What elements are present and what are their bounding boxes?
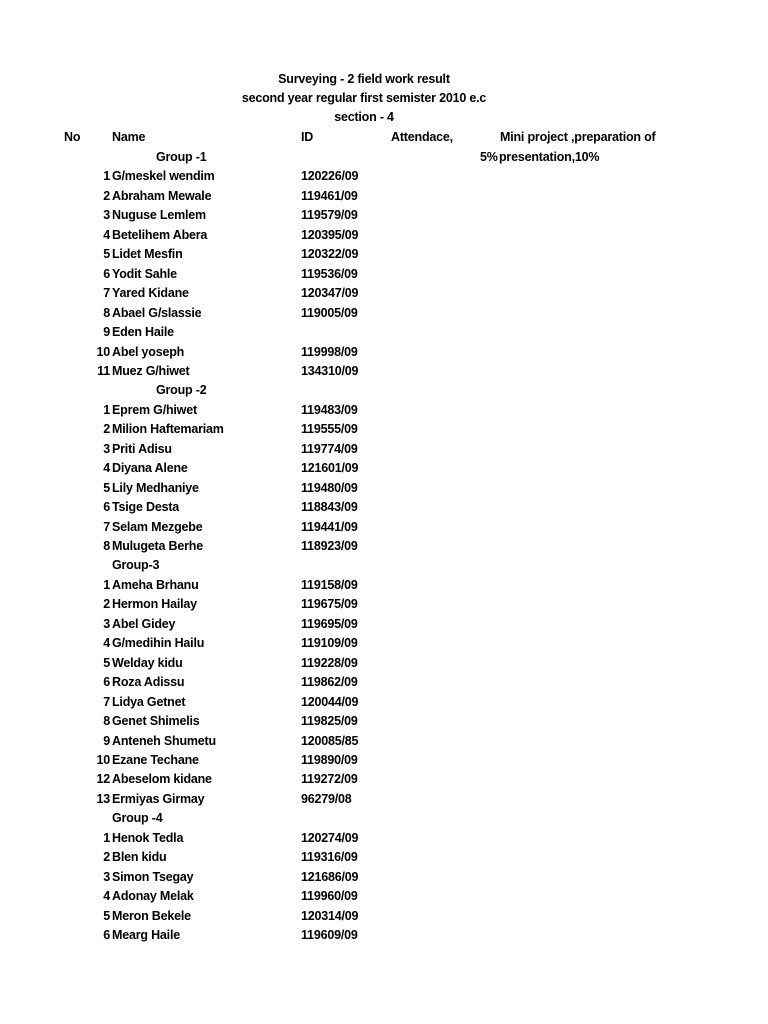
student-id: 119480/09 — [301, 480, 358, 495]
header-mini-project-pct: presentation,10% — [499, 150, 600, 164]
student-id: 119461/09 — [301, 188, 358, 203]
student-name: Welday kidu — [112, 655, 183, 670]
student-name: Abel Gidey — [112, 616, 176, 631]
student-id: 119675/09 — [301, 597, 358, 612]
row-number: 10 — [96, 752, 110, 767]
student-id: 119825/09 — [301, 714, 358, 729]
row-number: 2 — [103, 422, 110, 437]
student-name: Anteneh Shumetu — [112, 733, 216, 748]
student-name: Diyana Alene — [112, 461, 188, 476]
row-number: 1 — [103, 169, 110, 184]
student-id: 119228/09 — [301, 655, 358, 670]
student-id: 119158/09 — [301, 577, 358, 592]
row-number: 3 — [103, 869, 110, 884]
row-number: 7 — [103, 286, 110, 301]
student-name: Simon Tsegay — [112, 869, 194, 884]
student-name: Henok Tedla — [112, 830, 184, 845]
row-number: 6 — [103, 675, 110, 690]
student-id: 119555/09 — [301, 422, 358, 437]
row-number: 2 — [103, 850, 110, 865]
student-id: 119774/09 — [301, 441, 358, 456]
student-name: Lily Medhaniye — [112, 480, 199, 495]
student-name: Priti Adisu — [112, 441, 172, 456]
group-label: Group -1 — [156, 150, 207, 164]
student-name: Abeselom kidane — [112, 772, 212, 787]
header-attendance: Attendace, — [391, 130, 453, 144]
student-name: Lidya Getnet — [112, 694, 186, 709]
student-id: 119998/09 — [301, 344, 358, 359]
student-name: Meron Bekele — [112, 908, 191, 923]
student-id: 120347/09 — [301, 286, 359, 301]
row-number: 4 — [103, 636, 110, 651]
student-id: 121686/09 — [301, 869, 359, 884]
student-id: 120044/09 — [301, 694, 359, 709]
row-number: 12 — [96, 772, 110, 787]
student-id: 119109/09 — [301, 636, 358, 651]
student-id: 120322/09 — [301, 247, 359, 262]
student-name: Eprem G/hiwet — [112, 402, 197, 417]
student-name: G/meskel wendim — [112, 169, 215, 184]
row-number: 8 — [103, 539, 110, 553]
row-number: 6 — [103, 266, 110, 281]
row-number: 3 — [103, 616, 110, 631]
row-number: 11 — [97, 363, 110, 378]
row-number: 5 — [103, 908, 110, 923]
student-name: Ezane Techane — [112, 752, 199, 767]
row-number: 13 — [96, 791, 110, 806]
student-name: Nuguse Lemlem — [112, 208, 206, 223]
student-id: 134310/09 — [301, 363, 359, 378]
title-line-3: section - 4 — [334, 110, 394, 124]
student-id: 119960/09 — [301, 889, 358, 904]
row-number: 3 — [103, 441, 110, 456]
student-name: Eden Haile — [112, 325, 174, 340]
student-name: Tsige Desta — [112, 500, 180, 515]
row-number: 9 — [103, 325, 110, 340]
student-id: 120085/85 — [301, 733, 359, 748]
row-number: 5 — [103, 655, 110, 670]
row-number: 8 — [103, 305, 110, 320]
student-id: 119316/09 — [301, 850, 358, 865]
row-number: 8 — [103, 714, 110, 729]
row-number: 4 — [103, 889, 110, 904]
student-id: 119695/09 — [301, 616, 358, 631]
row-number: 1 — [103, 402, 110, 417]
student-id: 119536/09 — [301, 266, 358, 281]
student-id: 118843/09 — [301, 500, 358, 515]
row-number: 4 — [103, 227, 110, 242]
student-name: Selam Mezgebe — [112, 519, 203, 534]
row-number: 10 — [96, 344, 110, 359]
student-id: 120274/09 — [301, 830, 359, 845]
student-name: Betelihem Abera — [112, 227, 208, 242]
header-id: ID — [301, 130, 314, 144]
row-number: 1 — [103, 830, 110, 845]
student-name: Blen kidu — [112, 850, 167, 865]
row-number: 2 — [103, 188, 110, 203]
title-line-1: Surveying - 2 field work result — [278, 72, 450, 86]
row-number: 5 — [103, 480, 110, 495]
title-line-2: second year regular first semister 2010 e.c — [241, 91, 487, 105]
student-name: Adonay Melak — [112, 889, 194, 904]
student-id: 119890/09 — [301, 752, 358, 767]
student-name: Hermon Hailay — [112, 597, 197, 612]
row-number: 4 — [103, 461, 110, 476]
student-name: Lidet Mesfin — [112, 247, 183, 262]
group-label: Group-3 — [112, 558, 160, 573]
row-number: 7 — [103, 519, 110, 534]
student-id: 119579/09 — [301, 208, 358, 223]
student-id: 119441/09 — [301, 519, 358, 534]
student-name: Ermiyas Girmay — [112, 791, 205, 806]
student-name: Genet Shimelis — [112, 714, 200, 729]
row-number: 2 — [103, 597, 110, 612]
row-number: 6 — [103, 500, 110, 515]
student-name: Yared Kidane — [112, 286, 189, 301]
student-id: 120226/09 — [301, 169, 359, 184]
student-name: Abael G/slassie — [112, 305, 202, 320]
student-name: Mulugeta Berhe — [112, 539, 203, 553]
student-name: G/medihin Hailu — [112, 636, 205, 651]
student-name: Abraham Mewale — [112, 188, 212, 203]
student-name: Mearg Haile — [112, 928, 180, 942]
student-id: 120314/09 — [301, 908, 359, 923]
header-mini-project: Mini project ,preparation of — [500, 130, 656, 144]
row-number: 9 — [103, 733, 110, 748]
student-name: Yodit Sahle — [112, 266, 177, 281]
header-name: Name — [112, 130, 146, 144]
student-id: 119483/09 — [301, 402, 358, 417]
header-attendance-pct: 5% — [480, 150, 498, 164]
student-id: 119862/09 — [301, 675, 358, 690]
student-id: 119272/09 — [301, 772, 358, 787]
group-label: Group -4 — [112, 811, 163, 826]
student-id: 121601/09 — [301, 461, 359, 476]
student-id: 119005/09 — [301, 305, 358, 320]
student-name: Ameha Brhanu — [112, 577, 199, 592]
student-id: 120395/09 — [301, 227, 359, 242]
row-number: 3 — [103, 208, 110, 223]
header-no: No — [64, 130, 81, 144]
student-id: 96279/08 — [301, 791, 352, 806]
student-id: 118923/09 — [301, 539, 358, 553]
student-name: Abel yoseph — [112, 344, 185, 359]
row-number: 1 — [103, 577, 110, 592]
student-name: Muez G/hiwet — [112, 363, 190, 378]
row-number: 6 — [103, 928, 110, 942]
row-number: 7 — [103, 694, 110, 709]
student-name: Milion Haftemariam — [112, 422, 224, 437]
student-name: Roza Adissu — [112, 675, 185, 690]
row-number: 5 — [103, 247, 110, 262]
group-label: Group -2 — [156, 383, 207, 398]
student-id: 119609/09 — [301, 928, 358, 942]
